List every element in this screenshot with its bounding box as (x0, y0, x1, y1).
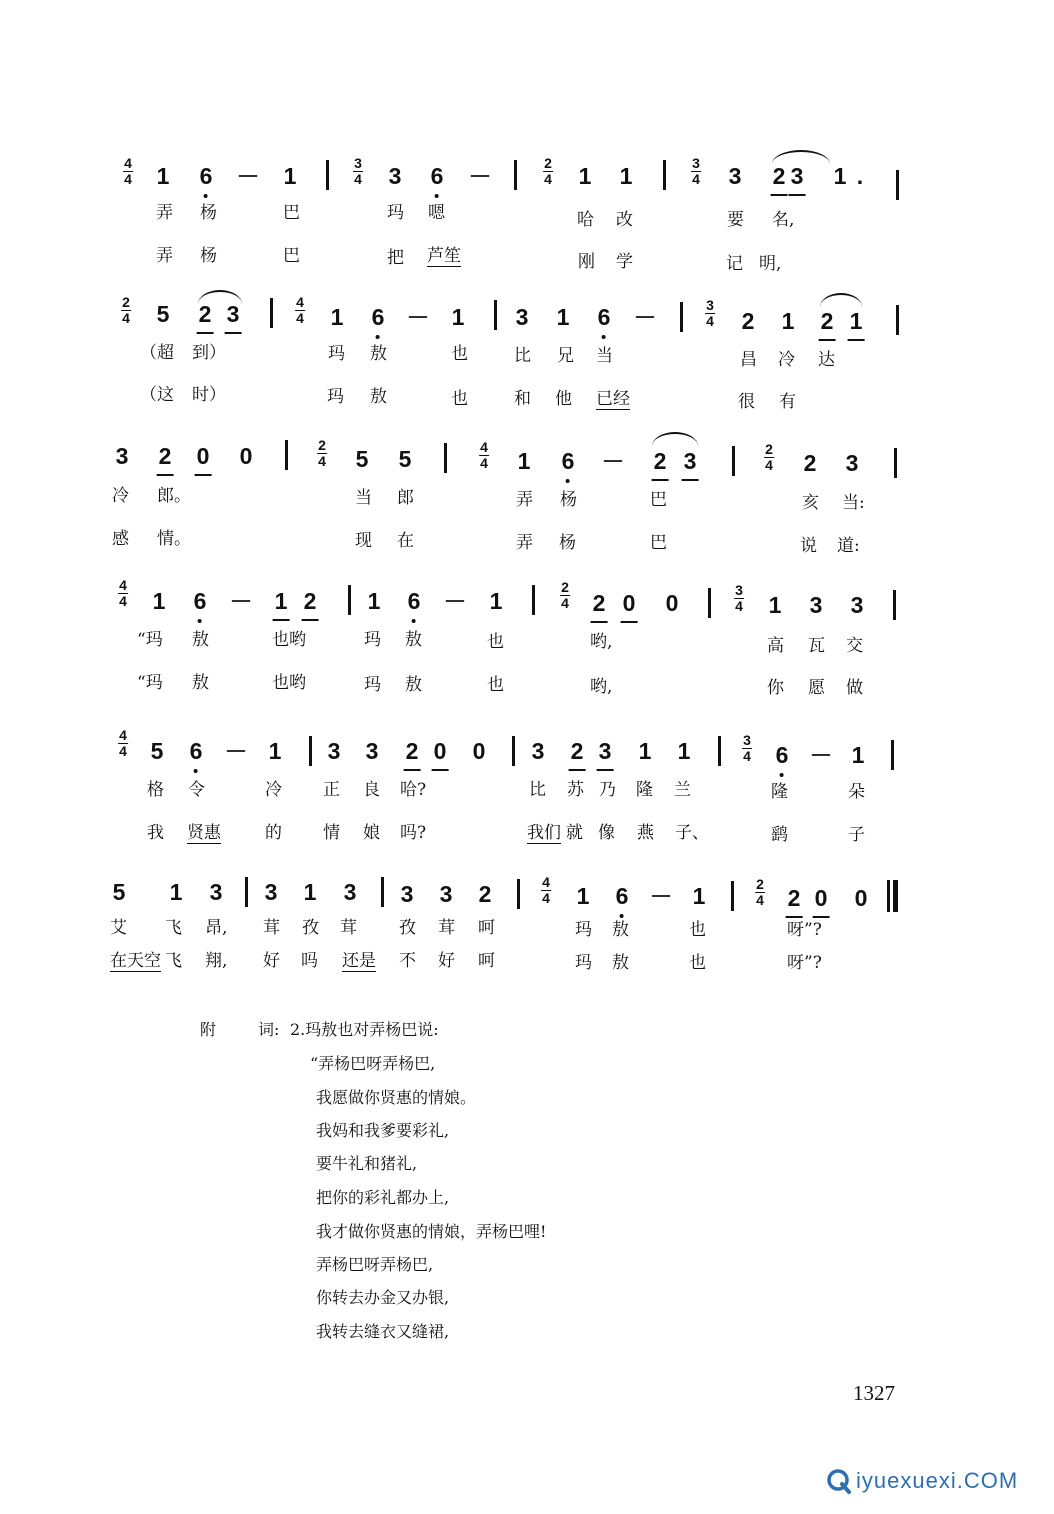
lyric: 做 (846, 678, 863, 698)
note: 3 (115, 443, 129, 469)
lyric: 敖 (192, 673, 209, 693)
lyric: 哟, (590, 677, 613, 697)
lyric: （这 (140, 385, 174, 405)
lyric: 玛 (328, 344, 345, 364)
lyric: 翔, (205, 951, 228, 971)
note: 3 (343, 879, 357, 905)
lyric: 杨 (560, 490, 577, 510)
note: 6 (615, 883, 629, 909)
barline (381, 877, 384, 907)
note: 1 (692, 883, 706, 909)
appendix-line: 把你的彩礼都办上, (316, 1188, 450, 1207)
lyric: 交 (846, 636, 863, 656)
lyric: 弄 (516, 533, 533, 553)
lyric: 呵 (478, 951, 495, 971)
lyric: 刚 (578, 252, 595, 272)
lyric: 隆 (636, 780, 653, 800)
note: 3 (226, 301, 240, 327)
note: － (601, 448, 625, 474)
note: － (633, 304, 657, 330)
lyric: 格 (147, 780, 164, 800)
lyric: 芦笙 (427, 246, 461, 266)
lyric: 呵 (478, 918, 495, 938)
lyric: 学 (616, 252, 633, 272)
time-signature: 3 4 (743, 732, 751, 764)
slur (652, 432, 698, 446)
lyric: 说 (800, 536, 817, 556)
note: 6 (561, 448, 575, 474)
note: 1 (367, 588, 381, 614)
lyric: 我 (147, 823, 164, 843)
lyric: 愿 (808, 678, 825, 698)
slur (772, 150, 830, 164)
lyric: 弄 (156, 203, 173, 223)
time-signature-denominator: 4 (542, 890, 550, 906)
lyric: 比 (514, 346, 531, 366)
note: 1 (619, 163, 633, 189)
note: 1 (330, 304, 344, 330)
note: 3 (400, 881, 414, 907)
lyric: 他 (555, 389, 572, 409)
note: 6 (407, 588, 421, 614)
lyric: 玛 (364, 630, 381, 650)
lyric: 有 (779, 392, 796, 412)
note: 1 (517, 448, 531, 474)
time-signature: 4 4 (542, 874, 550, 906)
time-signature: 2 4 (765, 441, 773, 473)
note: 1 (833, 163, 847, 189)
lyric: 子 (848, 825, 865, 845)
note: 6 (597, 304, 611, 330)
time-signature: 2 4 (756, 876, 764, 908)
slur (820, 293, 862, 307)
lyric: 茸 (438, 918, 455, 938)
note: 5 (355, 446, 369, 472)
barline (732, 446, 735, 476)
watermark-text: iyuexuexi.COM (856, 1468, 1019, 1493)
note: 1 (849, 308, 863, 334)
lyric: 昌 (740, 350, 757, 370)
note: 5 (150, 738, 164, 764)
barline (896, 305, 899, 335)
q-logo-icon (826, 1468, 852, 1494)
lyric: 敖 (612, 920, 629, 940)
lyric: 令 (188, 780, 205, 800)
note: 3 (388, 163, 402, 189)
lyric: 也 (487, 632, 504, 652)
lyric: 的 (265, 823, 282, 843)
lyric: 已经 (596, 389, 630, 409)
time-signature-denominator: 4 (124, 171, 132, 187)
lyric: 鹞 (771, 825, 788, 845)
appendix-line: 我才做你贤惠的情娘，弄杨巴哩! (316, 1222, 547, 1241)
time-signature: 3 4 (706, 297, 714, 329)
time-signature: 2 4 (544, 155, 552, 187)
lyric: 就 (566, 823, 583, 843)
note: 3 (683, 448, 697, 474)
note: 5 (398, 446, 412, 472)
lyric: 好 (438, 951, 455, 971)
final-barline-thick (893, 880, 898, 912)
note: － (809, 742, 833, 768)
lyric: 玛 (575, 920, 592, 940)
lyric: “玛 (137, 673, 163, 693)
lyric: 玛 (364, 675, 381, 695)
lyric: 当 (355, 488, 372, 508)
time-signature-denominator: 4 (122, 310, 130, 326)
lyric: 艾 (110, 918, 127, 938)
note: 0 (472, 738, 486, 764)
lyric: 到） (192, 343, 226, 363)
note: 1 (638, 738, 652, 764)
note: 3 (790, 163, 804, 189)
note: 1 (283, 163, 297, 189)
note: 3 (728, 163, 742, 189)
lyric: 敖 (612, 953, 629, 973)
note: 2 (803, 450, 817, 476)
note: － (406, 304, 430, 330)
note: 3 (209, 879, 223, 905)
lyric: 情 (323, 823, 340, 843)
lyric: 孜 (399, 918, 416, 938)
lyric: 哟, (590, 632, 613, 652)
lyric: 也 (689, 920, 706, 940)
lyric: 正 (323, 780, 340, 800)
barline (444, 443, 447, 473)
note: 0 (854, 885, 868, 911)
time-signature: 4 4 (119, 727, 127, 759)
lyric: 高 (767, 636, 784, 656)
time-signature-denominator: 4 (756, 892, 764, 908)
time-signature: 2 4 (122, 294, 130, 326)
note: 6 (199, 163, 213, 189)
note: 5 (112, 879, 126, 905)
note: 2 (772, 163, 786, 189)
lyric: 改 (616, 210, 633, 230)
lyric: 当: (842, 493, 865, 513)
lyric: 良 (363, 780, 380, 800)
note: . (856, 163, 864, 189)
lyric: 好 (263, 951, 280, 971)
appendix-line: 我妈和我爹要彩礼, (316, 1121, 450, 1140)
lyric: 吗 (301, 951, 318, 971)
note: 6 (371, 304, 385, 330)
note: 1 (578, 163, 592, 189)
note: 1 (576, 883, 590, 909)
note: 3 (809, 592, 823, 618)
lyric: 像 (598, 823, 615, 843)
note: 0 (433, 738, 447, 764)
final-barline-thin (887, 880, 890, 912)
note: 3 (365, 738, 379, 764)
note: 2 (478, 881, 492, 907)
note: － (443, 588, 467, 614)
lyric: 情。 (157, 529, 191, 549)
lyric: 还是 (342, 951, 376, 971)
note: 6 (430, 163, 444, 189)
lyric: 也 (451, 389, 468, 409)
lyric: 敖 (370, 344, 387, 364)
barline (326, 160, 329, 190)
lyric: 比 (529, 780, 546, 800)
time-signature: 4 4 (124, 155, 132, 187)
lyric: 在天空 (110, 951, 161, 971)
lyric: 飞 (165, 951, 182, 971)
barline (894, 448, 897, 478)
note: 3 (439, 881, 453, 907)
appendix-line: 我愿做你贤惠的情娘。 (316, 1088, 477, 1107)
lyric: 也 (689, 953, 706, 973)
appendix-line: “弄杨巴呀弄杨巴, (310, 1054, 436, 1073)
note: 5 (156, 301, 170, 327)
note: 1 (768, 592, 782, 618)
lyric: 名, (772, 210, 795, 230)
lyric: 弄 (156, 246, 173, 266)
lyric: 娘 (363, 823, 380, 843)
lyric: 亥 (802, 493, 819, 513)
note: 1 (677, 738, 691, 764)
note: 6 (193, 588, 207, 614)
lyric: 不 (399, 951, 416, 971)
barline (731, 881, 734, 911)
barline (494, 300, 497, 330)
barline (893, 590, 896, 620)
lyric: 吗? (400, 823, 427, 843)
lyric: 敖 (405, 675, 422, 695)
lyric: 敖 (370, 387, 387, 407)
note: 6 (189, 738, 203, 764)
note: 2 (158, 443, 172, 469)
note: － (468, 163, 492, 189)
lyric: 也哟 (272, 630, 306, 650)
lyric: 巴 (283, 203, 300, 223)
lyric: 感 (112, 529, 129, 549)
lyric: 也哟 (272, 673, 306, 693)
note: 2 (405, 738, 419, 764)
page-number: 1327 (853, 1381, 895, 1405)
time-signature: 4 4 (480, 439, 488, 471)
note: 1 (169, 879, 183, 905)
note: 2 (787, 885, 801, 911)
lyric: 很 (738, 392, 755, 412)
lyric: 茸 (263, 918, 280, 938)
lyric: 冷 (778, 350, 795, 370)
lyric: 茸 (340, 918, 357, 938)
lyric: 朵 (848, 782, 865, 802)
note: 1 (781, 308, 795, 334)
lyric: 隆 (771, 782, 788, 802)
note: 0 (196, 443, 210, 469)
time-signature: 3 4 (692, 155, 700, 187)
note: 2 (820, 308, 834, 334)
note: 0 (665, 590, 679, 616)
time-signature-denominator: 4 (692, 171, 700, 187)
note: 0 (239, 443, 253, 469)
lyric: 也 (487, 675, 504, 695)
barline (348, 585, 351, 615)
note: 2 (653, 448, 667, 474)
lyric: 巴 (283, 246, 300, 266)
note: 0 (814, 885, 828, 911)
time-signature-denominator: 4 (354, 171, 362, 187)
barline (680, 302, 683, 332)
lyric: 哈 (577, 210, 594, 230)
note: 3 (531, 738, 545, 764)
lyric: 达 (818, 350, 835, 370)
note: 2 (741, 308, 755, 334)
time-signature: 4 4 (296, 294, 304, 326)
lyric: 嗯 (428, 203, 445, 223)
lyric: 记 (726, 254, 743, 274)
lyric: 呀”? (787, 953, 822, 973)
appendix-label: 词: (258, 1020, 280, 1039)
lyric: 巴 (650, 490, 667, 510)
time-signature-denominator: 4 (480, 455, 488, 471)
lyric: 巴 (650, 533, 667, 553)
note: 2 (592, 590, 606, 616)
lyric: （超 (140, 343, 174, 363)
lyric: 把 (387, 248, 404, 268)
lyric: 乃 (599, 780, 616, 800)
lyric: 玛 (575, 953, 592, 973)
time-signature: 2 4 (318, 437, 326, 469)
lyric: “玛 (137, 630, 163, 650)
lyric: 在 (397, 531, 414, 551)
note: 1 (152, 588, 166, 614)
lyric: 你 (767, 678, 784, 698)
note: 1 (489, 588, 503, 614)
time-signature-denominator: 4 (119, 593, 127, 609)
barline (309, 736, 312, 766)
time-signature: 3 4 (735, 582, 743, 614)
note: － (229, 588, 253, 614)
lyric: 呀”? (787, 920, 822, 940)
note: － (649, 883, 673, 909)
note: 2 (198, 301, 212, 327)
lyric: 要 (727, 210, 744, 230)
time-signature-denominator: 4 (119, 743, 127, 759)
appendix-line: 要牛礼和猪礼, (316, 1154, 418, 1173)
lyric: 兄 (557, 346, 574, 366)
barline (718, 736, 721, 766)
appendix-line: 弄杨巴呀弄杨巴, (316, 1255, 434, 1274)
lyric: 昂, (205, 918, 228, 938)
time-signature-denominator: 4 (544, 171, 552, 187)
note: － (224, 738, 248, 764)
lyric: 和 (514, 389, 531, 409)
lyric: 郎 (397, 488, 414, 508)
lyric: 玛 (327, 387, 344, 407)
note: 3 (327, 738, 341, 764)
appendix-line: 我转去缝衣又缝裙, (316, 1322, 450, 1341)
note: 3 (598, 738, 612, 764)
barline (270, 298, 273, 328)
note: 0 (622, 590, 636, 616)
note: 1 (156, 163, 170, 189)
lyric: 苏 (567, 780, 584, 800)
note: 2 (303, 588, 317, 614)
lyric: 杨 (200, 203, 217, 223)
note: 1 (556, 304, 570, 330)
lyric: 郎。 (157, 486, 191, 506)
lyric: 时） (192, 385, 226, 405)
lyric: 杨 (559, 533, 576, 553)
note: 1 (303, 879, 317, 905)
lyric: 也 (451, 344, 468, 364)
lyric: 明, (759, 254, 782, 274)
barline (514, 160, 517, 190)
lyric: 孜 (302, 918, 319, 938)
lyric: 敖 (405, 630, 422, 650)
barline (285, 440, 288, 470)
lyric: 冷 (112, 486, 129, 506)
time-signature-denominator: 4 (296, 310, 304, 326)
barline (532, 585, 535, 615)
time-signature: 3 4 (354, 155, 362, 187)
lyric: 道: (837, 536, 860, 556)
appendix-line: 你转去办金又办银, (316, 1288, 450, 1307)
barline (512, 736, 515, 766)
note: 1 (274, 588, 288, 614)
note: － (236, 163, 260, 189)
lyric: 燕 (637, 823, 654, 843)
time-signature-denominator: 4 (765, 457, 773, 473)
lyric: 子、 (675, 823, 709, 843)
barline (708, 588, 711, 618)
lyric: 飞 (165, 918, 182, 938)
time-signature-denominator: 4 (743, 748, 751, 764)
note: 3 (845, 450, 859, 476)
time-signature-denominator: 4 (735, 598, 743, 614)
lyric: 当 (596, 346, 613, 366)
time-signature-denominator: 4 (318, 453, 326, 469)
barline (245, 877, 248, 907)
barline (896, 170, 899, 200)
watermark (826, 1468, 1018, 1494)
note: 3 (850, 592, 864, 618)
note: 3 (264, 879, 278, 905)
lyric: 敖 (192, 630, 209, 650)
lyric: 玛 (387, 203, 404, 223)
barline (517, 879, 520, 909)
lyric: 哈? (400, 780, 427, 800)
time-signature: 2 4 (561, 579, 569, 611)
lyric: 瓦 (808, 636, 825, 656)
appendix-line: 2.玛敖也对弄杨巴说: (290, 1020, 439, 1039)
note: 1 (268, 738, 282, 764)
time-signature: 4 4 (119, 577, 127, 609)
time-signature-denominator: 4 (706, 313, 714, 329)
barline (663, 160, 666, 190)
note: 3 (515, 304, 529, 330)
lyric: 现 (355, 531, 372, 551)
lyric: 我们 (527, 823, 561, 843)
lyric: 贤惠 (187, 823, 221, 843)
lyric: 杨 (200, 246, 217, 266)
barline (891, 740, 894, 770)
note: 1 (451, 304, 465, 330)
lyric: 弄 (516, 490, 533, 510)
note: 1 (851, 742, 865, 768)
appendix-label: 附 (200, 1020, 217, 1039)
lyric: 兰 (674, 780, 691, 800)
note: 6 (775, 742, 789, 768)
lyric: 冷 (265, 780, 282, 800)
time-signature-denominator: 4 (561, 595, 569, 611)
note: 2 (570, 738, 584, 764)
